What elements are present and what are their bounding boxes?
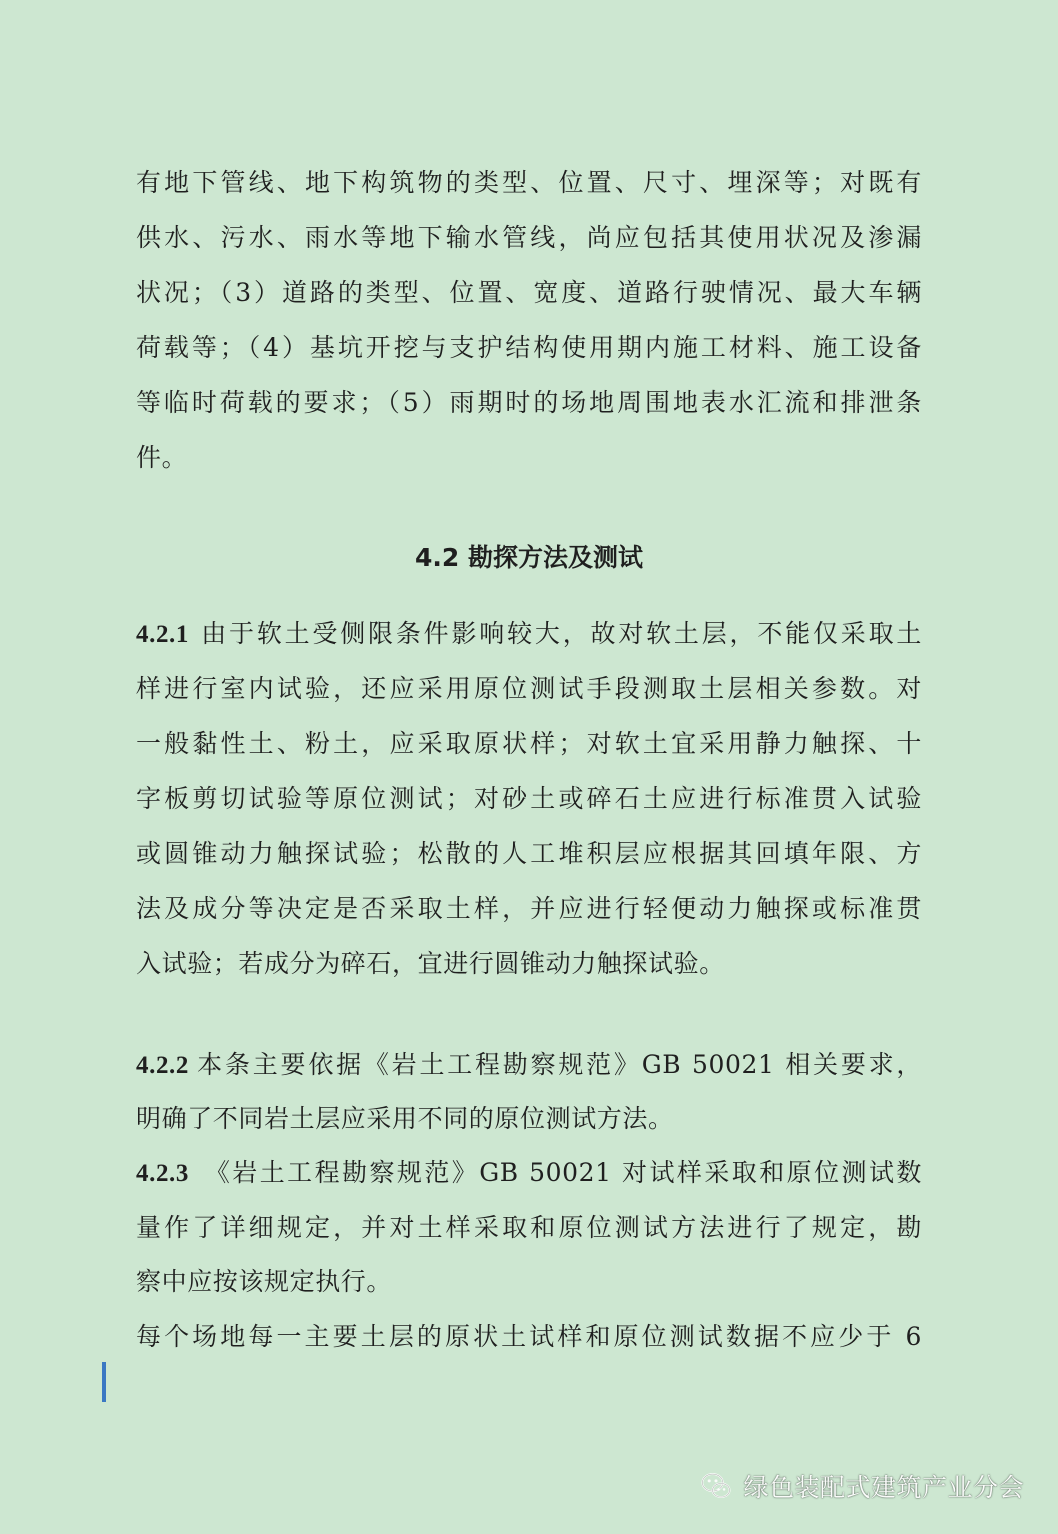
section-heading: 4.2 勘探方法及测试 [415, 543, 643, 572]
clause-first-line [136, 1158, 922, 1189]
paragraph-line: 荷载等；（4）基坑开挖与支护结构使用期内施工材料、施工设备 [136, 333, 922, 362]
paragraph-line: 有地下管线、地下构筑物的类型、位置、尺寸、埋深等；对既有 [136, 168, 922, 197]
clause-number: 4.2.2 [136, 1052, 189, 1079]
paragraph-line: 量作了详细规定，并对土样采取和原位测试方法进行了规定，勘 [136, 1213, 922, 1242]
paragraph-line: 件。 [136, 443, 188, 472]
paragraph-line: 字板剪切试验等原位测试；对砂土或碎石土应进行标准贯入试验 [136, 784, 922, 813]
paragraph-line: 入试验；若成分为碎石，宜进行圆锥动力触探试验。 [136, 949, 725, 978]
clause-first-line [136, 1050, 922, 1081]
paragraph-line: 样进行室内试验，还应采用原位测试手段测取土层相关参数。对 [136, 674, 922, 703]
clause-first-line [136, 619, 922, 650]
paragraph-line: 状况；（3）道路的类型、位置、宽度、道路行驶情况、最大车辆 [136, 278, 922, 307]
clause-text: 由于软土受侧限条件影响较大，故对软土层，不能仅采取土 [199, 619, 922, 648]
watermark [699, 1468, 1024, 1504]
paragraph-line: 法及成分等决定是否采取土样，并应进行轻便动力触探或标准贯 [136, 894, 922, 923]
paragraph-line: 供水、污水、雨水等地下输水管线，尚应包括其使用状况及渗漏 [136, 223, 922, 252]
clause-number: 4.2.3 [136, 1160, 189, 1187]
paragraph-line: 每个场地每一主要土层的原状土试样和原位测试数据不应少于 6 [136, 1322, 922, 1351]
paragraph-line: 或圆锥动力触探试验；松散的人工堆积层应根据其回填年限、方 [136, 839, 922, 868]
clause-text: 本条主要依据《岩土工程勘察规范》GB 50021 相关要求， [195, 1050, 922, 1079]
paragraph-line: 等临时荷载的要求；（5）雨期时的场地周围地表水汇流和排泄条 [136, 388, 922, 417]
clause-number: 4.2.1 [136, 621, 189, 648]
text-cursor [102, 1362, 106, 1402]
clause-text: 《岩土工程勘察规范》GB 50021 对试样采取和原位测试数 [203, 1158, 922, 1187]
paragraph-line: 察中应按该规定执行。 [136, 1267, 393, 1296]
wechat-icon [699, 1469, 733, 1503]
paragraph-line: 明确了不同岩土层应采用不同的原位测试方法。 [136, 1104, 674, 1133]
watermark-text: 绿色装配式建筑产业分会 [743, 1473, 1024, 1502]
paragraph-line: 一般黏性土、粉土，应采取原状样；对软土宜采用静力触探、十 [136, 729, 922, 758]
